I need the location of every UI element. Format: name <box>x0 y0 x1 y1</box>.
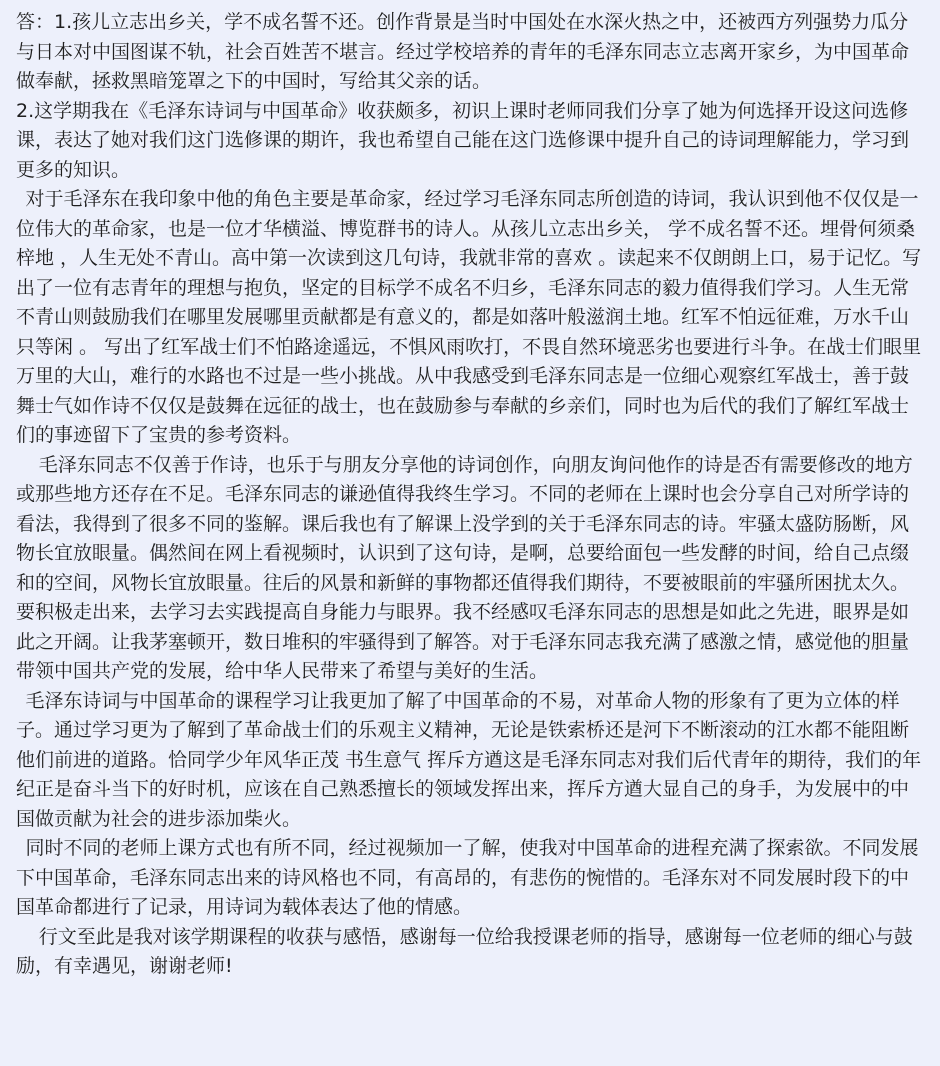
closing-paragraph: 行文至此是我对该学期课程的收获与感悟，感谢每一位给我授课老师的指导，感谢每一位老师的细心与鼓励，有幸遇见，谢谢老师! <box>16 925 913 977</box>
body-paragraph-course-learning: 毛泽东诗词与中国革命的课程学习让我更加了解了中国革命的不易，对革命人物的形象有了更为立体的样子。通过学习更为了解到了革命战士们的乐观主义精神，无论是铁索桥还是河下不断滚动的江水都不能阻断他们前进的道路。恰同学少年风华正茂 书生意气 挥斥方遒这是毛泽东同志对我们后代青年的期待，我们的年纪正是奋斗当下的好时机，应该在自己熟悉擅长的领域发挥出来，挥斥方遒大显自己的身手，为发展中的中国做贡献为社会的进步添加柴火。 <box>16 689 922 830</box>
body-paragraph-teaching-methods: 同时不同的老师上课方式也有所不同，经过视频加一了解，使我对中国革命的进程充满了探索欲。不同发展下中国革命，毛泽东同志出来的诗风格也不同，有高昂的，有悲伤的惋惜的。毛泽东对不同发展时段下的中国革命都进行了记录，用诗词为载体表达了他的情感。 <box>16 837 919 918</box>
answer-paragraph-2: 2.这学期我在《毛泽东诗词与中国革命》收获颇多，初识上课时老师同我们分享了她为何选择开设这问选修课，表达了她对我们这门选修课的期许，我也希望自己能在这门选修课中提升自己的诗词理解能力，学习到更多的知识。 <box>16 99 910 181</box>
body-paragraph-poetry-sharing: 毛泽东同志不仅善于作诗，也乐于与朋友分享他的诗词创作，向朋友询问他作的诗是否有需要修改的地方或那些地方还存在不足。毛泽东同志的谦逊值得我终生学习。不同的老师在上课时也会分享自己对所学诗的看法，我得到了很多不同的鉴解。课后我也有了解课上没学到的关于毛泽东同志的诗。牢骚太盛防肠断，风物长宜放眼量。偶然间在网上看视频时，认识到了这句诗，是啊，总要给面包一些发酵的时间，给自己点缀和的空间，风物长宜放眼量。往后的风景和新鲜的事物都还值得我们期待，不要被眼前的牢骚所困扰太久。要积极走出来，去学习去实践提高自身能力与眼界。我不经感叹毛泽东同志的思想是如此之先进，眼界是如此之开阔。让我茅塞顿开，数日堆积的牢骚得到了解答。对于毛泽东同志我充满了感激之情，感觉他的胆量带领中国共产党的发展，给中华人民带来了希望与美好的生活。 <box>16 453 913 682</box>
answer-paragraph-1: 答：1.孩儿立志出乡关，学不成名誓不还。创作背景是当时中国处在水深火热之中，还被西方列强势力瓜分与日本对中国图谋不轨，社会百姓苦不堪言。经过学校培养的青年的毛泽东同志立志离开家乡，为中国革命做奉献，拯救黑暗笼罩之下的中国时，写给其父亲的话。 <box>16 11 910 92</box>
body-paragraph-impression: 对于毛泽东在我印象中他的角色主要是革命家，经过学习毛泽东同志所创造的诗词，我认识到他不仅仅是一位伟大的革命家，也是一位才华横溢、博览群书的诗人。从孩儿立志出乡关， 学不成名誓不还。埋骨何须桑梓地 ，人生无处不青山。高中第一次读到这几句诗，我就非常的喜欢 。读起来不仅朗朗上口，易于记忆。写出了一位有志青年的理想与抱负，坚定的目标学不成名不归乡，毛泽东同志的毅力值得我们学习。人生无常不青山则鼓励我们在哪里发展哪里贡献都是有意义的，都是如落叶般滋润土地。红军不怕远征难，万水千山只等闲 。 写出了红军战士们不怕路途遥远，不惧风雨吹打，不畏自然环境恶劣也要进行斗争。在战士们眼里万里的大山，难行的水路也不过是一些小挑战。从中我感受到毛泽东同志是一位细心观察红军战士，善于鼓舞士气如作诗不仅仅是鼓舞在远征的战士，也在鼓励参与奉献的乡亲们，同时也为后代的我们了解红军战士们的事迹留下了宝贵的参考资料。 <box>16 188 922 446</box>
